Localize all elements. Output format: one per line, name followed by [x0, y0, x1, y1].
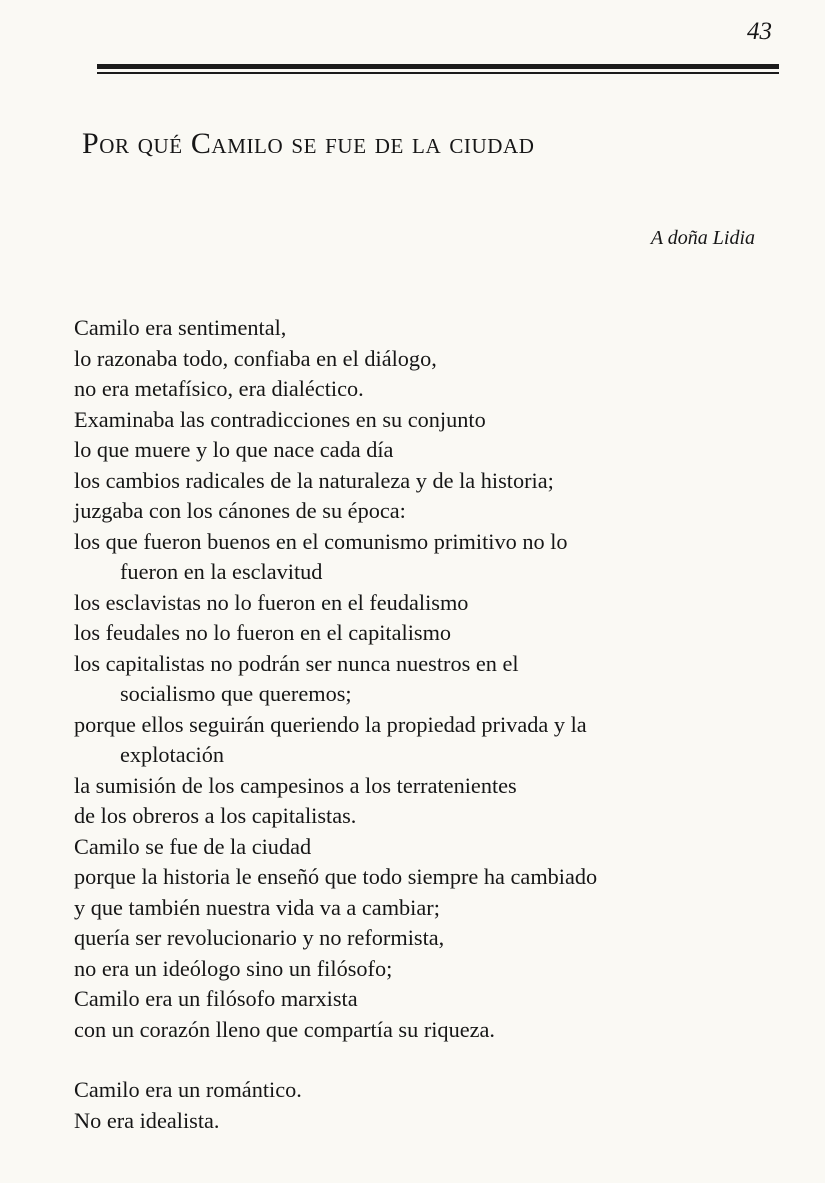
poem-line: juzgaba con los cánones de su época:: [74, 498, 406, 523]
poem-line: con un corazón lleno que compartía su riqueza.: [74, 1016, 495, 1042]
poem-line: Camilo era un filósofo marxista: [74, 986, 358, 1011]
poem-line: No era idealista.: [74, 1107, 220, 1133]
poem-line: Camilo era sentimental,: [74, 315, 287, 340]
poem-line: lo razonaba todo, confiaba en el diálogo,: [74, 345, 437, 371]
poem-line-continuation: explotación: [120, 742, 225, 767]
poem-line: Examinaba las contradicciones en su conjunto: [74, 406, 486, 432]
poem-body: [74, 313, 774, 1136]
poem-line: la sumisión de los campesinos a los terratenientes: [74, 772, 517, 798]
poem-line: Camilo se fue de la ciudad: [74, 833, 312, 859]
page-number: 43: [747, 18, 772, 45]
poem-line: los capitalistas no podrán ser nunca nuestros en el: [74, 650, 519, 676]
poem-line: lo que muere y lo que nace cada día: [74, 437, 394, 462]
poem-line: de los obreros a los capitalistas.: [74, 803, 357, 828]
stanza-2: [74, 1075, 774, 1136]
poem-line: y que también nuestra vida va a cambiar;: [74, 894, 440, 920]
poem-line: porque la historia le enseñó que todo siempre ha cambiado: [74, 864, 598, 889]
header-rule-thin: [97, 72, 779, 74]
poem-line: los feudales no lo fueron en el capitalismo: [74, 620, 452, 645]
poem-line: porque ellos seguirán queriendo la propiedad privada y la: [74, 711, 587, 737]
poem-line: no era metafísico, era dialéctico.: [74, 376, 364, 401]
poem-line: los que fueron buenos en el comunismo primitivo no lo: [74, 528, 568, 554]
poem-line-continuation: fueron en la esclavitud: [120, 559, 323, 584]
stanza-1: [74, 313, 774, 1045]
poem-line: no era un ideólogo sino un filósofo;: [74, 955, 393, 981]
poem-line: los esclavistas no lo fueron en el feudalismo: [74, 589, 469, 615]
poem-line: los cambios radicales de la naturaleza y de la historia;: [74, 467, 554, 493]
poem-line: quería ser revolucionario y no reformista,: [74, 925, 445, 950]
poem-line: Camilo era un romántico.: [74, 1077, 302, 1102]
dedication: A doña Lidia: [650, 227, 755, 249]
header-rule-thick: [97, 64, 779, 69]
poem-title: Por qué Camilo se fue de la ciudad: [82, 127, 535, 160]
poem-line-continuation: socialismo que queremos;: [120, 681, 352, 706]
